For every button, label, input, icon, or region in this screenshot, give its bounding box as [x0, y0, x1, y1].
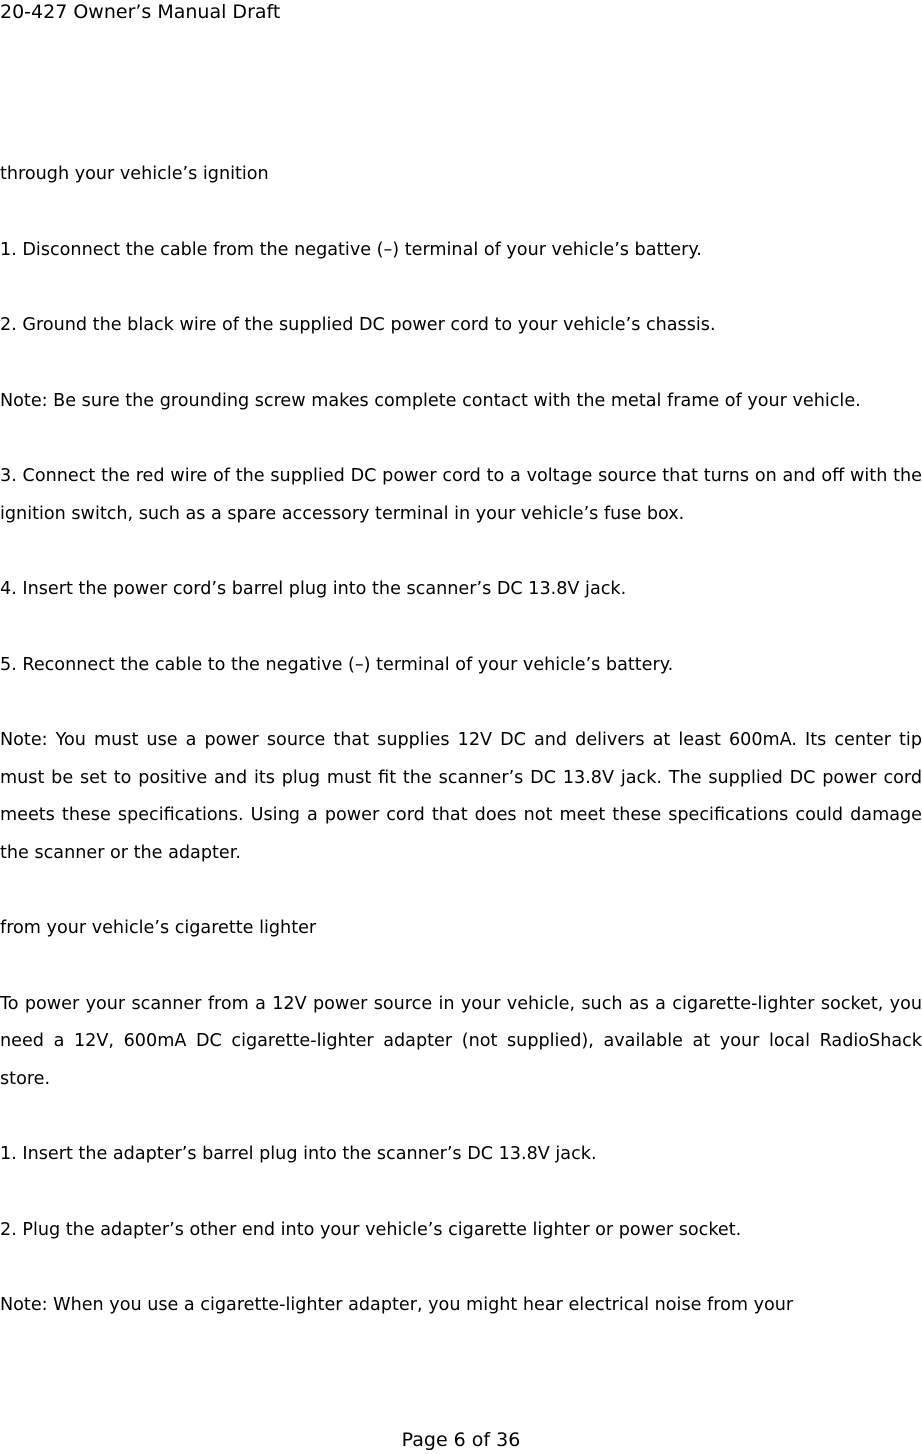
step-reconnect-cable: 5. Reconnect the cable to the negative (–) terminal of your vehicle’s battery.	[0, 654, 674, 675]
section-heading-ignition: through your vehicle’s ignition	[0, 164, 269, 184]
step-disconnect-cable: 1. Disconnect the cable from the negative (–) terminal of your vehicle’s battery.	[0, 239, 702, 260]
step-ground-black-wire: 2. Ground the black wire of the supplied DC power cord to your vehicle’s chassis.	[0, 315, 716, 335]
step-insert-adapter-plug: 1. Insert the adapter’s barrel plug into the scanner’s DC 13.8V jack.	[0, 1144, 597, 1164]
intro-cigarette-lighter: To power your scanner from a 12V power source in your vehicle, such as a cigarette-lighter socket, you need a 12V, 600mA DC cigarette-lighter adapter (not supplied), available at your local RadioShack store.	[0, 993, 922, 1089]
step-insert-power-cord: 4. Insert the power cord’s barrel plug into the scanner’s DC 13.8V jack.	[0, 579, 627, 599]
note-electrical-noise: Note: When you use a cigarette-lighter adapter, you might hear electrical noise from your	[0, 1295, 794, 1315]
step-plug-adapter: 2. Plug the adapter’s other end into your vehicle’s cigarette lighter or power socket.	[0, 1219, 742, 1240]
document-body	[0, 156, 922, 1363]
section-heading-cigarette-lighter: from your vehicle’s cigarette lighter	[0, 918, 317, 938]
note-grounding-screw: Note: Be sure the grounding screw makes complete contact with the metal frame of your vehicle.	[0, 390, 861, 411]
page-number: Page 6 of 36	[401, 1429, 521, 1451]
page-header: 20-427 Owner’s Manual Draft	[0, 1, 281, 23]
note-power-source: Note: You must use a power source that supplies 12V DC and delivers at least 600mA. Its center tip must be set to positive and its plug must fit the scanner’s DC 13.8V jack. The supplied DC power cord meets these specifications. Using a power cord that does not meet these specifications could damage the scanner or the adapter.	[0, 730, 922, 863]
step-connect-red-wire: 3. Connect the red wire of the supplied DC power cord to a voltage source that turns on and off with the ignition switch, such as a spare accessory terminal in your vehicle’s fuse box.	[0, 466, 922, 524]
